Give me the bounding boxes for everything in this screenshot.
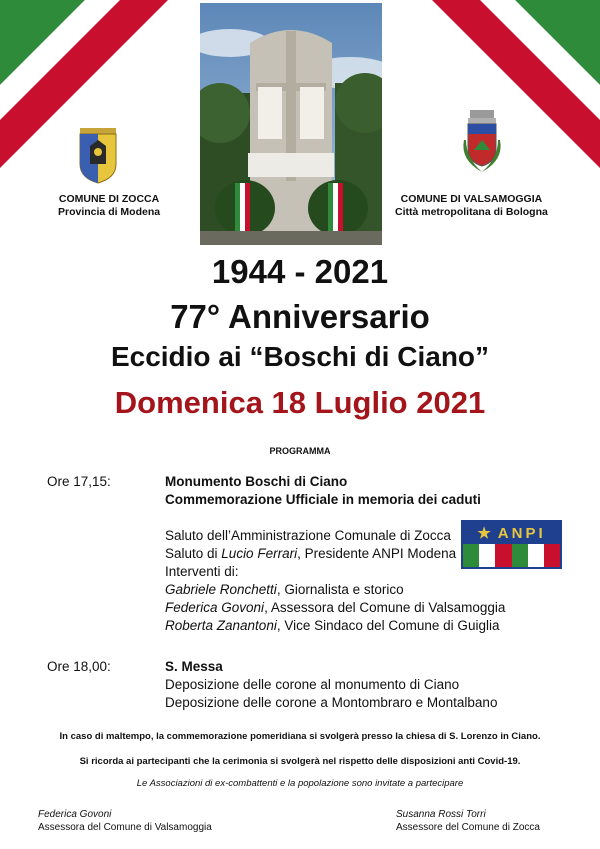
valsamoggia-coat-of-arms-icon — [456, 110, 508, 176]
left-municipality-label — [58, 193, 160, 219]
line2-name: Lucio Ferrari — [221, 546, 298, 561]
time-second: Ore 18,00: — [47, 659, 111, 674]
first-heading-2: Commemorazione Ufficiale in memoria dei caduti — [165, 492, 481, 507]
anpi-label: ANPI — [497, 524, 546, 542]
speaker-1-role: , Giornalista e storico — [276, 582, 404, 597]
star-icon: ★ — [477, 525, 494, 542]
speaker-1-name: Gabriele Ronchetti — [165, 582, 277, 597]
programme-label: PROGRAMMA — [269, 446, 331, 456]
anpi-badge-text — [463, 522, 560, 544]
first-heading-1: Monumento Boschi di Ciano — [165, 474, 348, 489]
second-line-1: Deposizione delle corone al monumento di Ciano — [165, 677, 460, 692]
signature-left — [38, 808, 212, 834]
title-date: Domenica 18 Luglio 2021 — [114, 385, 486, 420]
speaker-2-name: Federica Govoni — [165, 600, 265, 615]
second-heading: S. Messa — [165, 659, 223, 674]
invite-note: Le Associazioni di ex-combattenti e la popolazione sono invitate a partecipare — [136, 778, 464, 789]
second-line-2: Deposizione delle corone a Montombraro e Montalbano — [165, 695, 498, 710]
first-line-3: Interventi di: — [165, 564, 239, 579]
signature-right-name: Susanna Rossi Torri — [396, 809, 486, 820]
speaker-2 — [165, 599, 505, 617]
title-years: 1944 - 2021 — [211, 253, 389, 290]
signature-left-role: Assessora del Comune di Valsamoggia — [38, 822, 212, 833]
zocca-coat-of-arms-icon — [76, 128, 120, 184]
signature-left-name: Federica Govoni — [38, 809, 112, 820]
right-municipality-sub: Città metropolitana di Bologna — [395, 206, 548, 218]
covid-note: Si ricorda ai partecipanti che la cerimonia si svolgerà nel rispetto delle disposizioni anti Covid-19. — [79, 756, 521, 767]
schedule-first-block — [165, 473, 505, 635]
signature-right-role: Assessore del Comune di Zocca — [396, 822, 540, 833]
right-municipality-label — [395, 193, 548, 219]
line2-prefix: Saluto di — [165, 546, 222, 561]
speaker-1 — [165, 581, 505, 599]
left-municipality-sub: Provincia di Modena — [58, 206, 161, 218]
monument-photo — [200, 3, 382, 245]
signature-right — [396, 808, 540, 834]
title-anniversary: 77° Anniversario — [170, 298, 430, 335]
anpi-badge — [461, 520, 562, 569]
first-line-2 — [165, 545, 505, 563]
speaker-2-role: , Assessora del Comune di Valsamoggia — [264, 600, 506, 615]
anpi-flag — [463, 544, 560, 567]
title-event: Eccidio ai “Boschi di Ciano” — [110, 341, 490, 372]
right-municipality-name: COMUNE DI VALSAMOGGIA — [400, 193, 543, 205]
first-line-1: Saluto dell’Amministrazione Comunale di Zocca — [165, 528, 451, 543]
speaker-3-role: , Vice Sindaco del Comune di Guiglia — [276, 618, 500, 633]
weather-note: In caso di maltempo, la commemorazione pomeridiana si svolgerà presso la chiesa di S. Lorenzo in Ciano. — [59, 731, 541, 742]
schedule-second-block — [165, 658, 497, 712]
speaker-3-name: Roberta Zanantoni — [165, 618, 277, 633]
time-first: Ore 17,15: — [47, 474, 111, 489]
left-municipality-name: COMUNE DI ZOCCA — [58, 193, 160, 205]
speaker-3 — [165, 617, 505, 635]
line2-suffix: , Presidente ANPI Modena — [297, 546, 457, 561]
